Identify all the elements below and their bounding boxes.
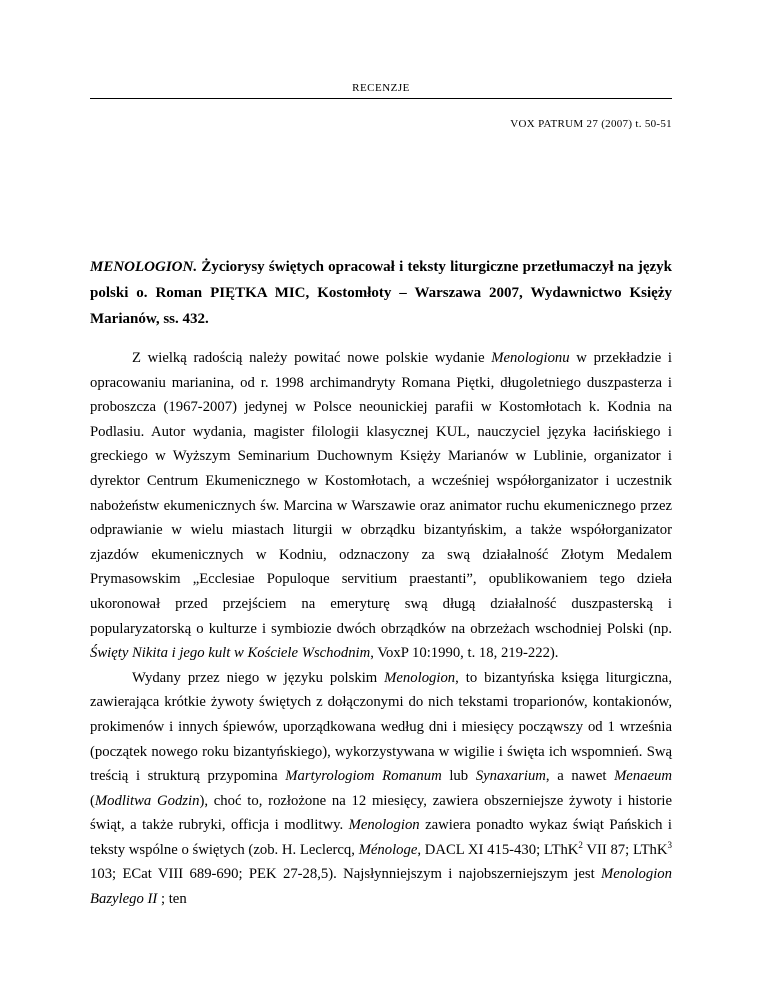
italic-run: Martyrologiom Romanum: [285, 768, 442, 785]
italic-run: Modlitwa Godzin: [94, 792, 200, 809]
italic-run: Menologion: [384, 669, 456, 686]
text-run: , VoxP 10:1990, t. 18, 219-222).: [370, 645, 559, 662]
text-run: ), choć to, rozłożone na 12 miesięcy, zawiera obszerniejsze żywoty i historie świąt, a także rubryki, officja i modlitwy.: [90, 792, 672, 834]
italic-run: Menologionu: [491, 350, 570, 366]
superscript: 3: [667, 839, 672, 850]
italic-run: Menologion Bazylego II: [90, 866, 672, 908]
journal-citation: VOX PATRUM 27 (2007) t. 50-51: [510, 118, 672, 130]
section-header: RECENZJE: [352, 82, 410, 94]
text-run: VII 87; LThK: [582, 841, 668, 858]
review-body: [90, 346, 672, 912]
review-title-italic: MENOLOGION.: [90, 259, 198, 275]
text-run: , DACL XI 415-430; LThK: [417, 841, 579, 858]
text-run: , to bizantyńska księga liturgiczna, zawierająca krótkie żywoty świętych z dołączonymi do nich tekstami troparionów, kontakionów, prokimenów i innych śpiewów, uporządkowana według dni i miesięcy począwszy od 1 września (początek nowego roku bizantyńskiego), wykorzystywana w wigilie i święta ich wspomnień. Swą treścią i strukturą przypomina: [90, 669, 672, 785]
review-title: [90, 254, 672, 332]
paragraph-2: [90, 666, 672, 912]
review-title-rest: Życiorysy świętych opracował i teksty liturgiczne przetłumaczył na język polski o. Roman PIĘTKA MIC, Kostomłoty – Warszawa 2007, Wydawnictwo Księży Marianów, ss. 432.: [90, 259, 672, 327]
text-run: Z wielką radością należy powitać nowe polskie wydanie: [132, 350, 492, 366]
superscript: 2: [578, 839, 583, 850]
text-run: lub: [441, 768, 476, 785]
text-run: , a nawet: [545, 768, 615, 785]
text-run: (: [90, 792, 95, 809]
italic-run: Święty Nikita i jego kult w Kościele Wschodnim: [90, 645, 371, 662]
header-rule: [90, 98, 672, 99]
italic-run: Ménologe: [358, 841, 418, 858]
text-run: zawiera ponadto wykaz świąt Pańskich i teksty wspólne o świętych (zob. H. Leclercq,: [90, 817, 672, 858]
text-run: Wydany przez niego w języku polskim: [132, 669, 385, 686]
italic-run: Menaeum: [614, 768, 672, 785]
text-run: w przekładzie i opracowaniu marianina, od r. 1998 archimandryty Romana Piętki, długoletniego duszpasterza i proboszcza (1967-2007) jedynej w Polsce neounickiej parafii w Kostomłotach k. Kodnia na Podlasiu. Autor wydania, magister filologii klasycznej KUL, nauczyciel języka łacińskiego i greckiego w Wyższym Seminarium Duchownym Księży Marianów w Lublinie, organizator i dyrektor Centrum Ekumenicznego w Kostomłotach, a wcześniej współorganizator i uczestnik nabożeństw ekumenicznych św. Marcina w Warszawie oraz animator ruchu ekumenicznego przez odprawianie w wielu miastach liturgii w obrządku bizantyńskim, a także współorganizator zjazdów ekumenicznych w Kodniu, odznaczony za swą działalność Złotym Medalem Prymasowskim „Ecclesiae Populoque servitium praestanti”, opublikowaniem tego dzieła ukoronował przed przejściem na emeryturę swą długą działalność duszpasterską i popularyzatorską o kulturze i symbiozie dwóch obrządków na obrzeżach wschodniej Polski (np.: [90, 350, 672, 637]
paragraph-1: [90, 346, 672, 666]
italic-run: Synaxarium: [475, 768, 546, 785]
text-run: 103; ECat VIII 689-690; PEK 27-28,5). Najsłynniejszym i najobszerniejszym jest: [90, 866, 602, 883]
text-run: ; ten: [157, 891, 187, 908]
italic-run: Menologion: [348, 817, 420, 834]
